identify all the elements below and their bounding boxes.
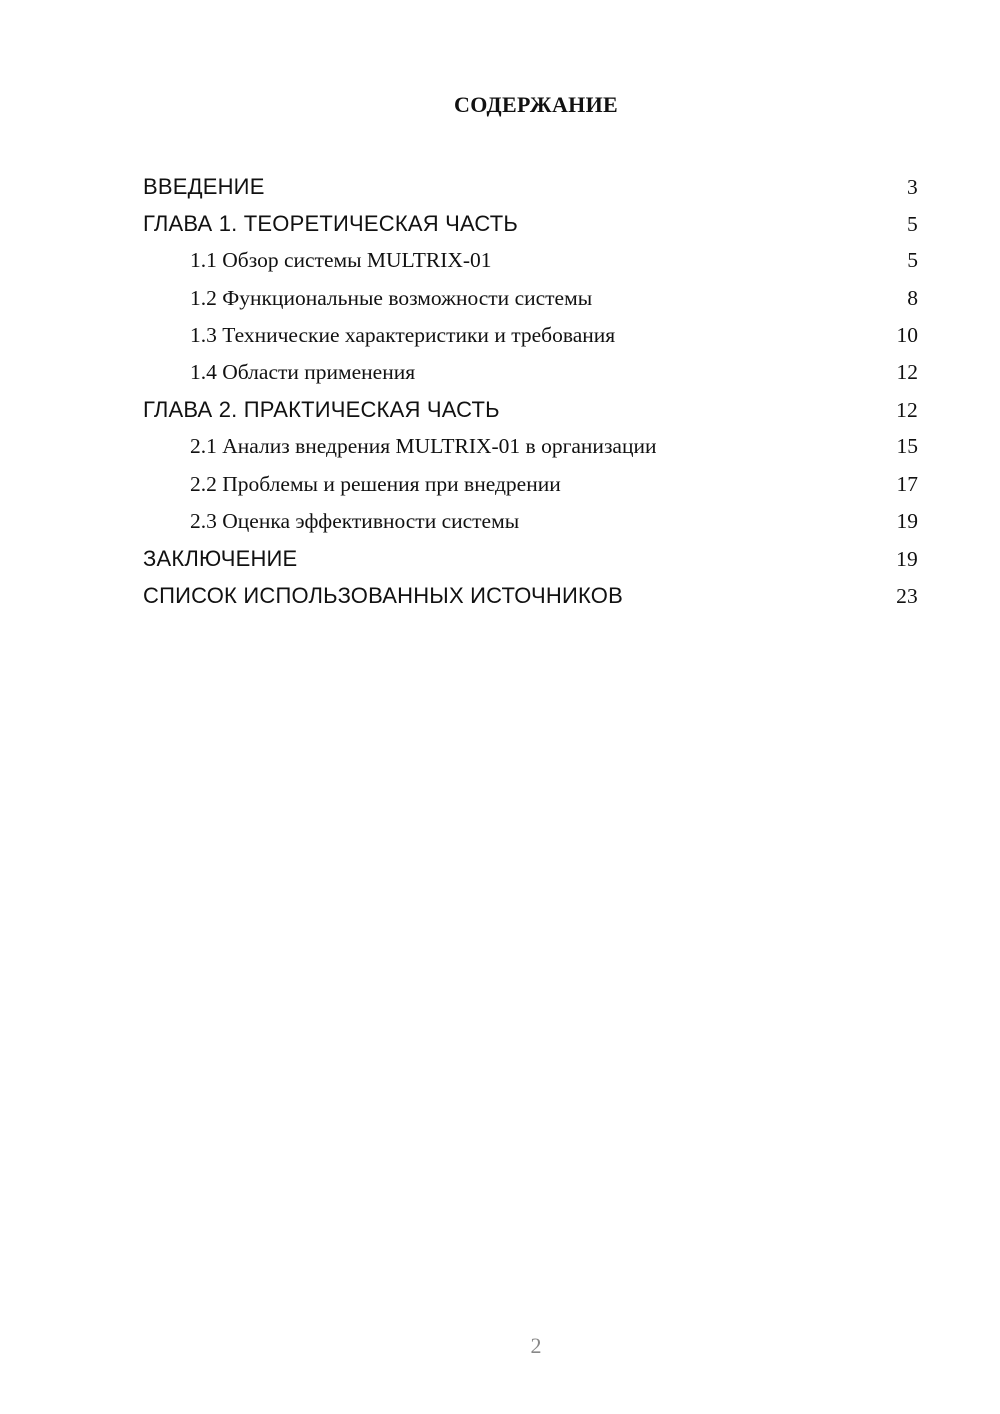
toc-entry-references[interactable] <box>143 577 918 614</box>
toc-entry-section-1-2[interactable] <box>143 280 918 317</box>
toc-entry-page: 12 <box>896 359 918 384</box>
toc-entry-page: 23 <box>896 584 918 609</box>
toc-entry-label: СПИСОК ИСПОЛЬЗОВАННЫХ ИСТОЧНИКОВ <box>143 583 623 609</box>
toc-entry-label: 1.3 Технические характеристики и требования <box>190 322 616 347</box>
toc-entry-page: 10 <box>896 322 918 347</box>
toc-entry-section-2-3[interactable] <box>143 503 918 540</box>
toc-entry-section-2-2[interactable] <box>143 466 918 503</box>
table-of-contents <box>143 168 918 614</box>
page-number: 2 <box>530 1333 542 1358</box>
toc-entry-label: 2.3 Оценка эффективности системы <box>190 508 520 533</box>
toc-entry-page: 19 <box>896 546 918 571</box>
toc-entry-page: 5 <box>907 212 918 237</box>
toc-entry-chapter-1[interactable] <box>143 205 918 242</box>
toc-entry-label: 2.1 Анализ внедрения MULTRIX-01 в организации <box>190 434 657 459</box>
toc-entry-section-1-4[interactable] <box>143 354 918 391</box>
toc-entry-label: ВВЕДЕНИЕ <box>143 174 265 199</box>
toc-entry-page: 12 <box>896 398 918 423</box>
toc-entry-conclusion[interactable] <box>143 540 918 577</box>
toc-entry-page: 8 <box>907 285 918 310</box>
toc-entry-label: ГЛАВА 1. ТЕОРЕТИЧЕСКАЯ ЧАСТЬ <box>143 211 519 237</box>
toc-entry-label: 1.4 Области применения <box>190 359 416 384</box>
toc-entry-page: 17 <box>896 471 918 496</box>
toc-entry-label: 1.1 Обзор системы MULTRIX-01 <box>190 248 492 273</box>
toc-entry-chapter-2[interactable] <box>143 391 918 428</box>
toc-entry-page: 5 <box>907 248 918 273</box>
toc-entry-page: 15 <box>896 434 918 459</box>
toc-entry-label: 1.2 Функциональные возможности системы <box>190 285 593 310</box>
toc-entry-label: ГЛАВА 2. ПРАКТИЧЕСКАЯ ЧАСТЬ <box>143 397 500 423</box>
toc-entry-label: 2.2 Проблемы и решения при внедрении <box>190 471 561 496</box>
toc-entry-section-2-1[interactable] <box>143 428 918 465</box>
page-title: СОДЕРЖАНИЕ <box>454 92 618 117</box>
toc-entry-section-1-1[interactable] <box>143 242 918 279</box>
toc-entry-page: 19 <box>896 508 918 533</box>
toc-entry-introduction[interactable] <box>143 168 918 205</box>
toc-entry-section-1-3[interactable] <box>143 317 918 354</box>
toc-entry-page: 3 <box>907 175 918 199</box>
toc-entry-label: ЗАКЛЮЧЕНИЕ <box>143 545 298 571</box>
